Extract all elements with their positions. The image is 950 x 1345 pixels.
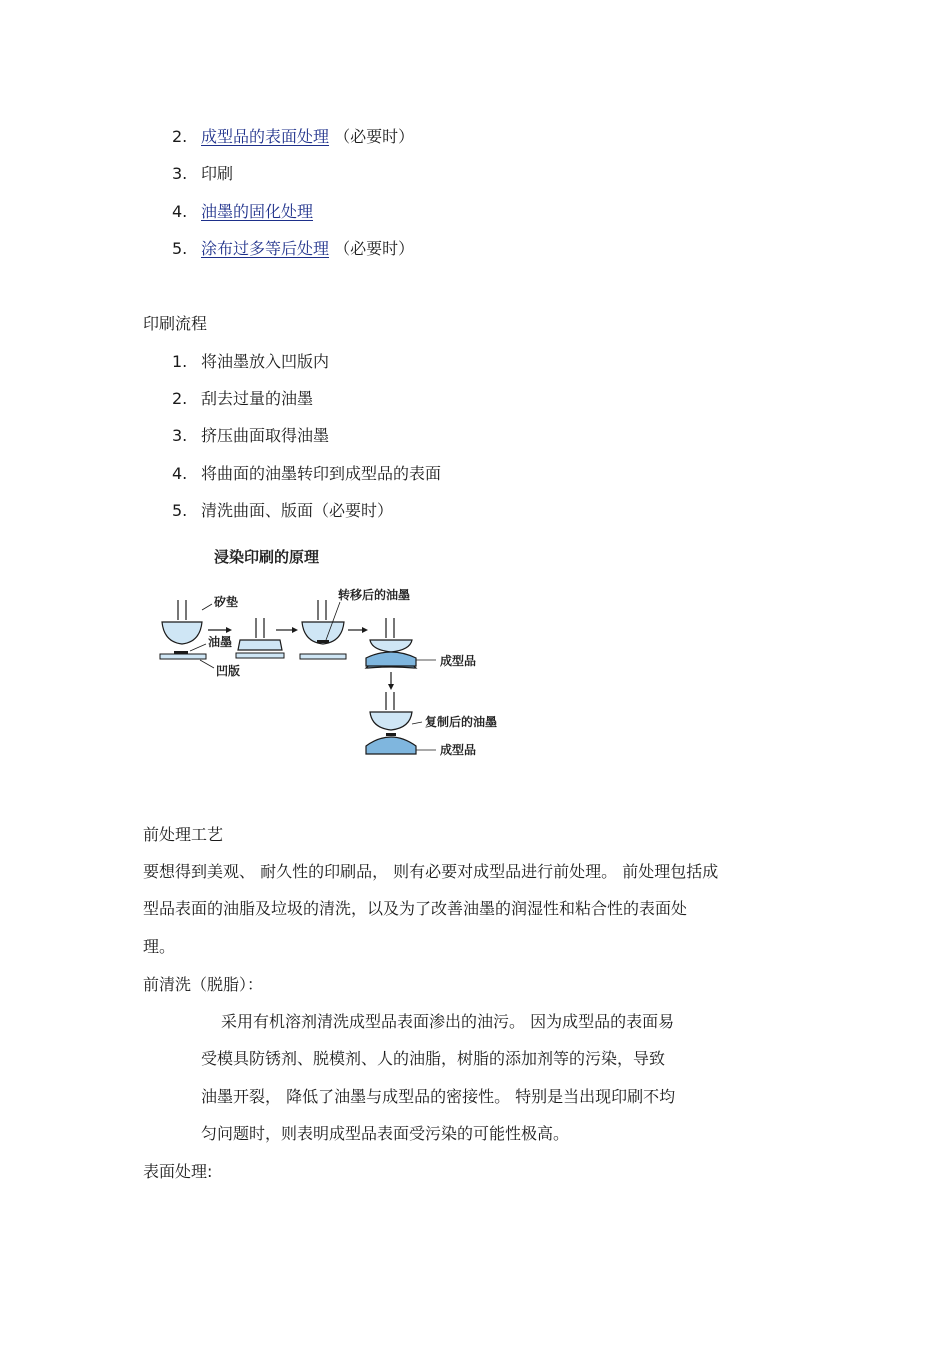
transferred-ink-label: 转移后的油墨: [338, 588, 411, 602]
silicone-pad: [370, 640, 412, 652]
molded-part-label: 成型品: [440, 743, 477, 757]
gravure-plate: [236, 653, 284, 658]
arrow-head: [362, 627, 368, 633]
plate-label: 凹版: [216, 664, 241, 678]
paragraph-line: 理。: [143, 937, 176, 956]
paragraph-line: 型品表面的油脂及垃圾的清洗，以及为了改善油墨的润湿性和粘合性的表面处: [143, 899, 688, 918]
list-number: 3.: [172, 426, 188, 445]
ink-on-pad: [317, 640, 329, 643]
list-item: 刮去过量的油墨: [201, 389, 314, 408]
printing-flow-heading: 印刷流程: [143, 314, 208, 333]
figure-title: 浸染印刷的原理: [214, 548, 320, 566]
paragraph-line: 匀问题时，则表明成型品表面受污染的可能性极高。: [201, 1124, 570, 1143]
ink-curing-link[interactable]: 油墨的固化处理: [201, 202, 314, 221]
arrow-head: [388, 684, 394, 690]
paragraph-line: 油墨开裂， 降低了油墨与成型品的密接性。 特别是当出现印刷不均: [201, 1087, 676, 1106]
list-item: 印刷: [201, 164, 234, 183]
leader-line: [202, 604, 212, 610]
note: （必要时）: [334, 127, 415, 146]
silicone-pad: [238, 640, 282, 650]
list-item: 将曲面的油墨转印到成型品的表面: [201, 464, 442, 483]
pad-printing-diagram: [150, 540, 530, 770]
list-item: [201, 239, 414, 259]
paragraph-line: 要想得到美观、 耐久性的印刷品， 则有必要对成型品进行前处理。 前处理包括成: [143, 862, 719, 881]
gravure-plate: [300, 654, 346, 659]
molded-part-label: 成型品: [440, 654, 477, 668]
list-number: 5.: [172, 501, 188, 520]
ink-spot: [174, 651, 188, 654]
copied-ink-label: 复制后的油墨: [425, 715, 498, 729]
list-number: 2.: [172, 389, 188, 408]
stage-4: [366, 618, 476, 668]
list-number: 2.: [172, 127, 188, 146]
leader-line: [412, 722, 422, 724]
surface-treatment-heading: 表面处理:: [143, 1162, 213, 1181]
list-number: 4.: [172, 202, 188, 221]
list-item: [201, 202, 313, 222]
leader-line: [200, 660, 214, 668]
arrow-head: [226, 627, 232, 633]
arrow-head: [292, 627, 298, 633]
list-item: [201, 127, 414, 147]
molded-part-base: [366, 652, 416, 666]
list-item: 挤压曲面取得油墨: [201, 426, 330, 445]
list-item: 将油墨放入凹版内: [201, 352, 330, 371]
paragraph-line: 受模具防锈剂、脱模剂、人的油脂，树脂的添加剂等的污染，导致: [201, 1049, 666, 1068]
list-number: 1.: [172, 352, 188, 371]
copied-ink: [386, 733, 396, 736]
pretreatment-heading: 前处理工艺: [143, 825, 224, 844]
paragraph-line: 采用有机溶剂清洗成型品表面渗出的油污。 因为成型品的表面易: [221, 1012, 675, 1031]
stage-5: [366, 692, 497, 757]
list-number: 3.: [172, 164, 188, 183]
post-treatment-link[interactable]: 涂布过多等后处理: [201, 239, 330, 258]
surface-treatment-link[interactable]: 成型品的表面处理: [201, 127, 330, 146]
list-number: 4.: [172, 464, 188, 483]
pad-label: 矽垫: [214, 595, 239, 609]
degrease-heading: 前清洗（脱脂）：: [143, 975, 264, 994]
molded-part: [366, 737, 416, 754]
leader-line: [190, 644, 206, 651]
list-number: 5.: [172, 239, 188, 258]
ink-label: 油墨: [208, 635, 233, 649]
stage-2: [236, 618, 284, 658]
silicone-pad: [370, 712, 412, 730]
silicone-pad: [162, 622, 202, 644]
gravure-plate: [160, 654, 206, 659]
note: （必要时）: [334, 239, 415, 258]
stage-1: [160, 594, 240, 678]
list-item: 清洗曲面、版面（必要时）: [201, 501, 394, 520]
